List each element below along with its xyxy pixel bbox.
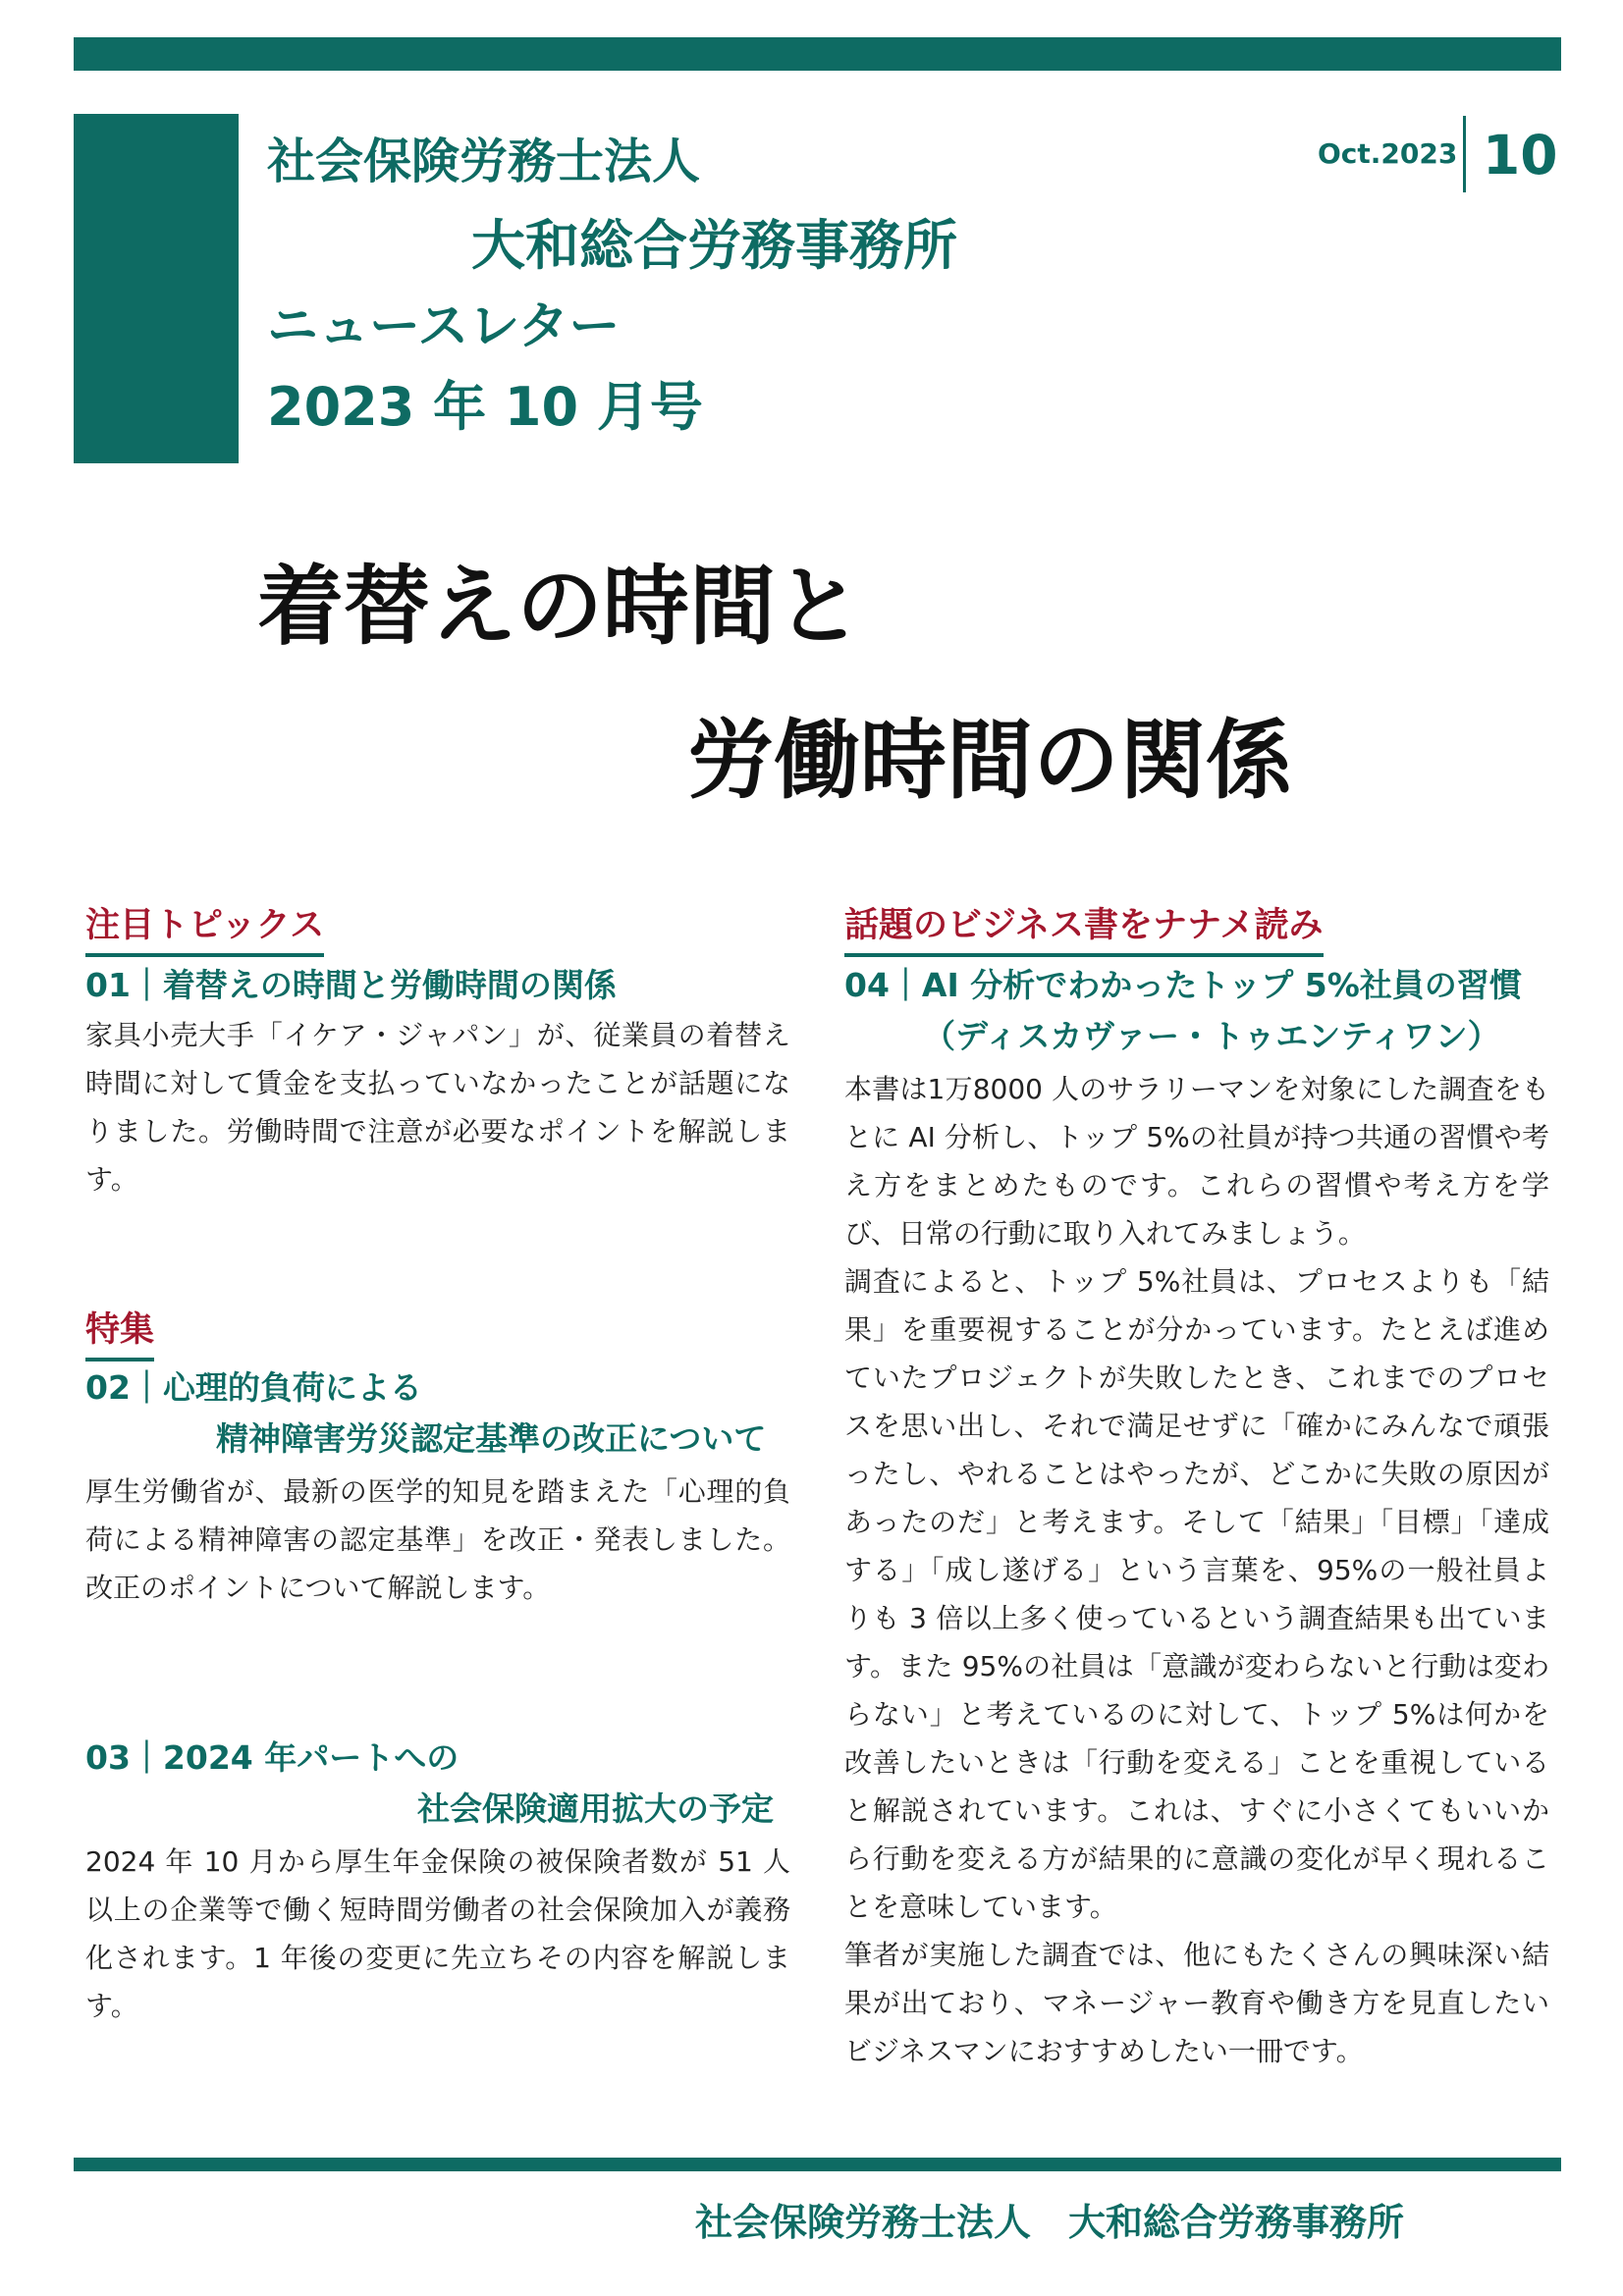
section-heading-text: 注目トピックス: [85, 906, 325, 945]
item-02-text: 厚生労働省が、最新の医学的知見を踏まえた「心理的負荷による精神障害の認定基準」を改正・発表しました。改正のポイントについて解説します。: [85, 1475, 790, 1604]
item-02-title-line2: 精神障害労災認定基準の改正について: [216, 1419, 767, 1458]
section-underline: [844, 953, 1324, 957]
item-03-text: 2024 年 10 月から厚生年金保険の被保険者数が 51 人以上の企業等で働く短時間労働者の社会保険加入が義務化されます。1 年後の変更に先立ちその内容を解説します。: [85, 1845, 790, 2022]
main-title-line2: 労働時間の関係: [687, 710, 1293, 811]
item-04-body: [844, 1065, 1549, 2075]
section-underline: [85, 953, 324, 957]
item-03-title-line2: 社会保険適用拡大の予定: [417, 1789, 774, 1828]
item-03-title-line1: 03｜2024 年パートへの: [85, 1738, 460, 1777]
date-divider: [1463, 116, 1466, 192]
item-04-paragraph-1: 本書は1万8000 人のサラリーマンを対象にした調査をもとに AI 分析し、トップ 5%の社員が持つ共通の習慣や考え方をまとめたものです。これらの習慣や考え方を学び、日常の行動に取り入れてみましょう。: [844, 1073, 1549, 1250]
footer-org-name: 社会保険労務士法人 大和総合労務事務所: [695, 2201, 1405, 2244]
org-name-line2: 大和総合労務事務所: [471, 214, 958, 277]
header-color-block: [74, 114, 239, 463]
issue-label: 2023 年 10 月号: [267, 376, 703, 438]
newsletter-label: ニュースレター: [267, 297, 621, 356]
section-heading-topics: [85, 898, 324, 957]
item-02-title-line1: 02｜心理的負荷による: [85, 1368, 422, 1407]
item-01-body: [85, 1011, 790, 1203]
org-name-line1: 社会保険労務士法人: [267, 133, 701, 189]
item-02-body: [85, 1468, 790, 1612]
issue-date: Oct.2023: [1318, 137, 1458, 170]
item-01-text: 家具小売大手「イケア・ジャパン」が、従業員の着替え時間に対して賃金を支払っていなかったことが話題になりました。労働時間で注意が必要なポイントを解説します。: [85, 1019, 790, 1196]
item-04-title-line2: （ディスカヴァー・トゥエンティワン）: [923, 1017, 1500, 1055]
item-01-title: 01｜着替えの時間と労働時間の関係: [85, 966, 617, 1004]
issue-number: 10: [1483, 124, 1558, 187]
section-heading-business-book: [844, 898, 1324, 957]
section-heading-text: 特集: [85, 1310, 155, 1350]
item-03-body: [85, 1838, 790, 2030]
item-04-title-line1: 04｜AI 分析でわかったトップ 5%社員の習慣: [844, 966, 1522, 1004]
section-heading-text: 話題のビジネス書をナナメ読み: [844, 906, 1324, 945]
item-04-paragraph-2: 調査によると、トップ 5%社員は、プロセスよりも「結果」を重要視することが分かっています。たとえば進めていたプロジェクトが失敗したとき、これまでのプロセスを思い出し、それで満足せずに「確かにみんなで頑張ったし、やれることはやったが、どこかに失敗の原因があったのだ」と考えます。そして「結果」「目標」「達成する」「成し遂げる」という言葉を、95%の一般社員よりも 3 倍以上多く使っているという調査結果も出ています。また 95%の社員は「意識が変わらないと行動は変わらない」と考えているのに対して、トップ 5%は何かを改善したいときは「行動を変える」ことを重視していると解説されています。これは、すぐに小さくてもいいから行動を変える方が結果的に意識の変化が早く現れることを意味しています。: [844, 1265, 1549, 1923]
section-heading-feature: [85, 1303, 154, 1362]
section-underline: [85, 1358, 154, 1362]
item-04-paragraph-3: 筆者が実施した調査では、他にもたくさんの興味深い結果が出ており、マネージャー教育や働き方を見直したいビジネスマンにおすすめしたい一冊です。: [844, 1939, 1549, 2067]
top-accent-bar: [74, 37, 1561, 71]
bottom-accent-bar: [74, 2158, 1561, 2171]
main-title-line1: 着替えの時間と: [257, 556, 863, 657]
